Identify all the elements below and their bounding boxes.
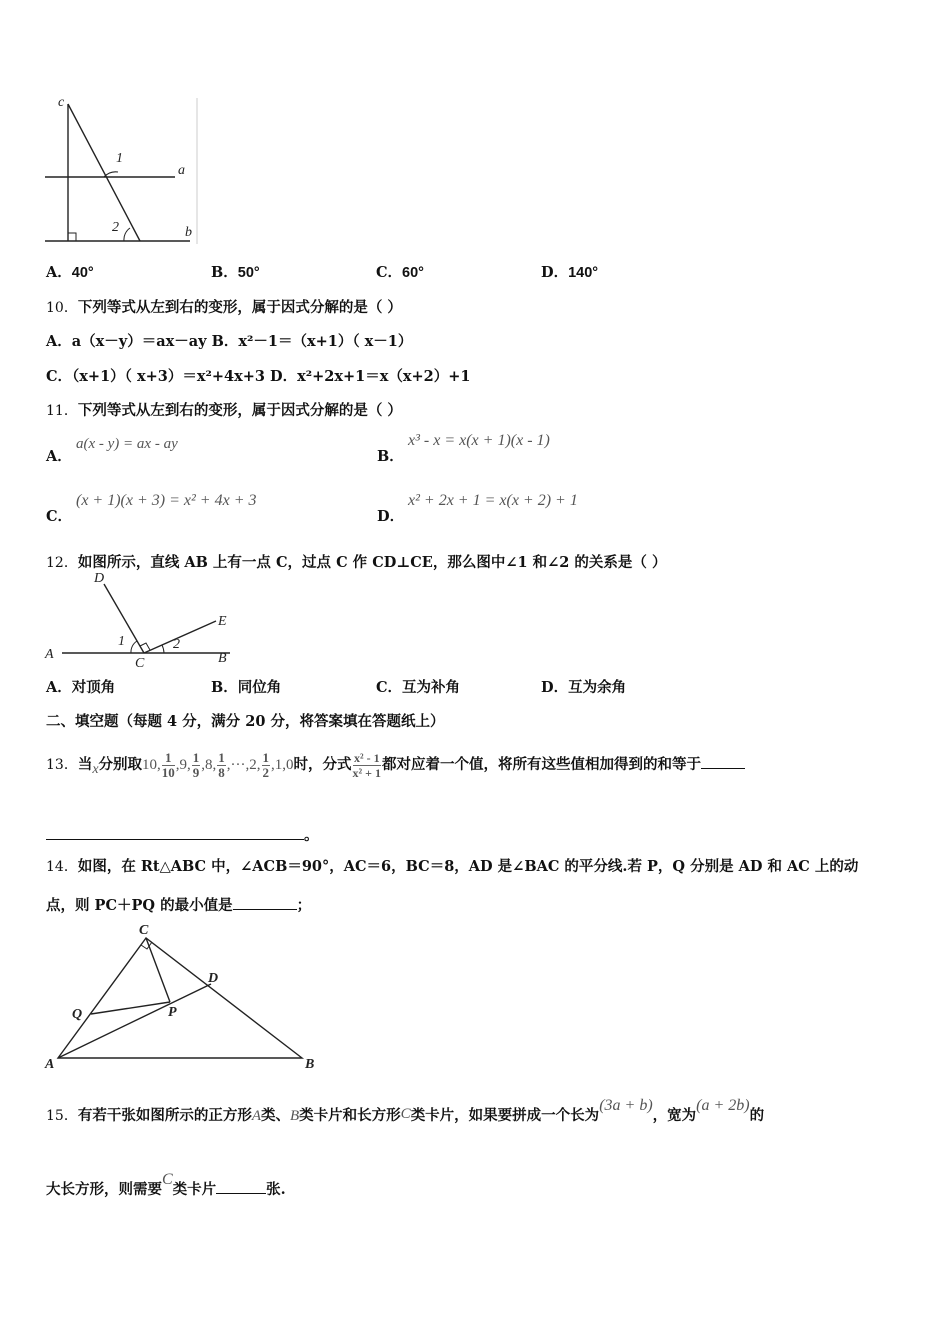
label-c: C bbox=[135, 656, 145, 670]
right-angle-mark bbox=[68, 233, 76, 241]
q15-line-1: 15．有若干张如图所示的正方形A类、B类卡片和长方形C类卡片，如果要拼成一个长为(3a + b)，宽为(a + 2b)的 bbox=[46, 1097, 765, 1124]
angle-1-arc bbox=[131, 641, 137, 653]
label-b: B bbox=[305, 1057, 315, 1072]
q14-line-1: 14．如图，在 Rt△ABC 中，∠ACB＝90°，AC＝6，BC＝8，AD 是∠BAC 的平分线.若 P，Q 分别是 AD 和 AC 上的动 bbox=[46, 858, 859, 875]
q10-stem: 10．下列等式从左到右的变形，属于因式分解的是（ ） bbox=[46, 299, 402, 316]
label-p: P bbox=[168, 1005, 177, 1020]
q12-option-c[interactable]: C．互为补角 bbox=[376, 679, 461, 696]
q12-option-a[interactable]: A．对顶角 bbox=[46, 679, 116, 696]
label-a: A bbox=[45, 647, 54, 662]
ray-ce bbox=[144, 621, 216, 653]
q9-option-c[interactable]: C．60° bbox=[376, 264, 424, 281]
q11-option-a-expr: a(x - y) = ax - ay bbox=[76, 436, 178, 452]
q14-answer-blank[interactable] bbox=[233, 897, 297, 910]
q13-answer-blank-a[interactable] bbox=[701, 756, 745, 769]
label-e: E bbox=[218, 614, 227, 629]
q12-option-b[interactable]: B．同位角 bbox=[211, 679, 282, 696]
q11-option-a-letter[interactable]: A． bbox=[46, 448, 72, 465]
q13-line-1: 13．当x分别取10, $\frac{1}{10}$ ,9, $\frac{1}{9}$ ,8, $\frac{1}{8}$ ,···,2, $\frac{1}{2}$ ,1,0时，分式 $\frac{\text{x² - 1}}{\text{x² + 1}}$ 都对应着一个值，将所有这些值相加得到的和等于 bbox=[46, 739, 745, 796]
q12-option-d[interactable]: D．互为余角 bbox=[541, 679, 627, 696]
transversal-line bbox=[68, 104, 140, 241]
label-c: C bbox=[139, 923, 149, 938]
q11-option-c-expr: (x + 1)(x + 3) = x² + 4x + 3 bbox=[76, 492, 257, 509]
q9-option-d[interactable]: D．140° bbox=[541, 264, 599, 281]
q9-figure bbox=[40, 92, 200, 252]
q11-option-d-letter[interactable]: D． bbox=[377, 508, 405, 525]
label-a: A bbox=[45, 1057, 55, 1072]
q11-stem: 11．下列等式从左到右的变形，属于因式分解的是（ ） bbox=[46, 402, 402, 419]
q10-options-row-2[interactable]: C．（x+1）（ x+3）＝x²+4x+3 D．x²+2x+1＝x（x+2）+1 bbox=[46, 368, 471, 385]
label-b: b bbox=[185, 225, 192, 240]
label-1: 1 bbox=[116, 151, 123, 166]
label-2: 2 bbox=[112, 220, 119, 235]
q14-figure bbox=[40, 918, 330, 1073]
q10-options-row-1[interactable]: A．a（x－y）＝ax－ay B．x²－1＝（x+1）（ x－1） bbox=[46, 333, 413, 350]
q11-option-d-expr: x² + 2x + 1 = x(x + 2) + 1 bbox=[408, 492, 578, 509]
q9-option-b[interactable]: B．50° bbox=[211, 264, 260, 281]
label-d: D bbox=[208, 971, 219, 986]
q15-line-2: 大长方形，则需要C类卡片 张. bbox=[46, 1171, 286, 1198]
q12-stem: 12．如图所示，直线 AB 上有一点 C，过点 C 作 CD⊥CE，那么图中∠1 和∠2 的关系是（ ） bbox=[46, 554, 667, 571]
label-1: 1 bbox=[118, 634, 125, 649]
q11-option-b-expr: x³ - x = x(x + 1)(x - 1) bbox=[408, 432, 550, 449]
q9-option-a[interactable]: A．40° bbox=[46, 264, 94, 281]
label-2: 2 bbox=[173, 637, 180, 652]
label-d: D bbox=[94, 571, 105, 586]
q12-figure bbox=[40, 568, 240, 670]
label-b: B bbox=[218, 651, 227, 666]
q13-answer-blank-b[interactable] bbox=[46, 827, 304, 840]
section-2-heading: 二、填空题（每题 4 分，满分 20 分，将答案填在答题纸上） bbox=[46, 713, 445, 730]
angle-2-arc bbox=[124, 228, 130, 241]
q11-option-b-letter[interactable]: B． bbox=[377, 448, 404, 465]
q14-line-2: 点，则 PC＋PQ 的最小值是 ； bbox=[46, 897, 312, 914]
label-q: Q bbox=[72, 1007, 83, 1022]
q11-option-c-letter[interactable]: C． bbox=[46, 508, 73, 525]
segment-pq bbox=[91, 1002, 170, 1014]
label-c: c bbox=[58, 95, 65, 110]
q13-line-2: 。 bbox=[46, 824, 319, 845]
angle-2-arc bbox=[162, 645, 164, 653]
label-a: a bbox=[178, 163, 185, 178]
q15-answer-blank[interactable] bbox=[216, 1181, 266, 1194]
